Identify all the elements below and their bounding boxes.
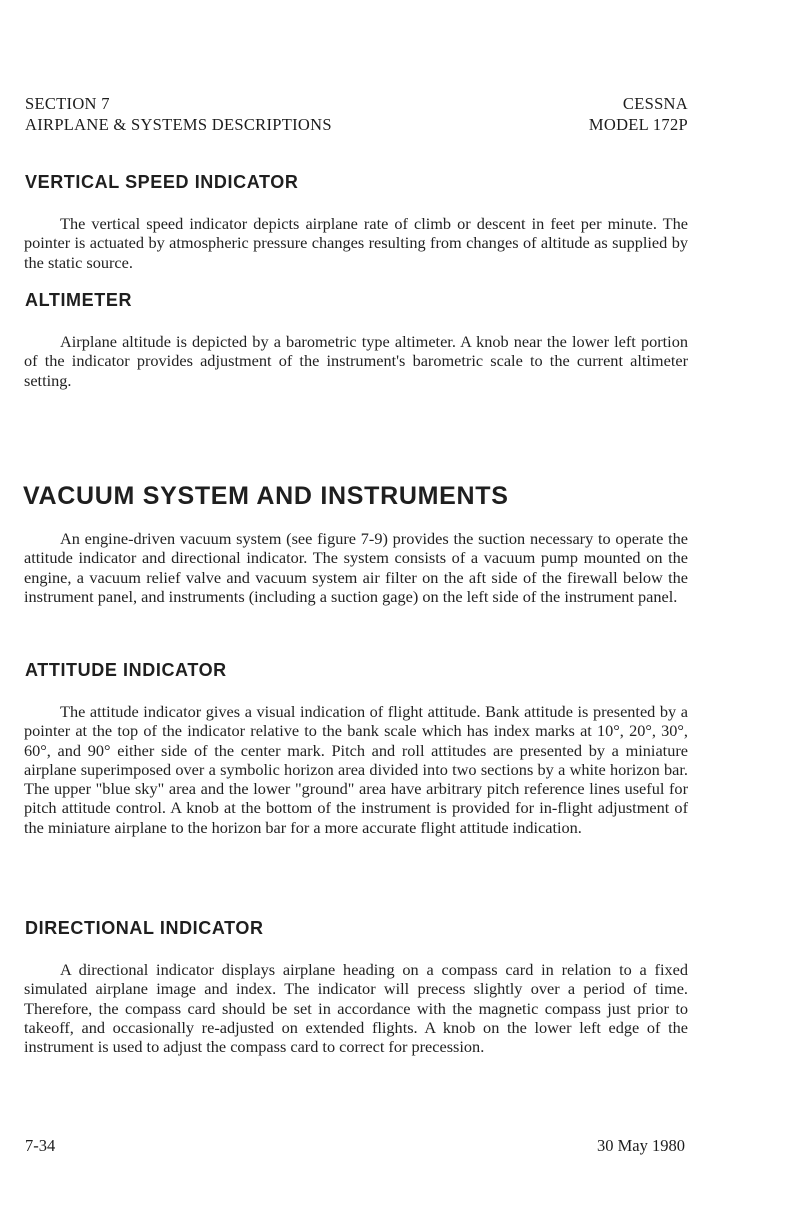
altimeter-paragraph: Airplane altitude is depicted by a barometric type altimeter. A knob near the lower left portion of the indicator provides adjustment of the instrument's barometric scale to the current altimeter setting. [24, 332, 688, 390]
page-number: 7-34 [25, 1136, 56, 1155]
attitude-paragraph: The attitude indicator gives a visual indication of flight attitude. Bank attitude is presented by a pointer at the top of the indicator relative to the bank scale which has index marks at 10°, 20°, 30°, 60°, and 90° either side of the center mark. Pitch and roll attitudes are presented by a miniature airplane superimposed over a symbolic horizon area divided into two sections by a white horizon bar. The upper "blue sky" area and the lower "ground" area have arbitrary pitch reference lines useful for pitch attitude control. A knob at the bottom of the instrument is provided for in-flight adjustment of the miniature airplane to the horizon bar for a more accurate flight attitude indication. [24, 702, 688, 837]
header-right [589, 93, 688, 135]
directional-paragraph: A directional indicator displays airplane heading on a compass card in relation to a fixed simulated airplane image and index. The indicator will precess slightly over a period of time. Therefore, the compass card should be set in accordance with the magnetic compass just prior to takeoff, and occasionally re-adjusted on extended flights. A knob on the lower left edge of the instrument is used to adjust the compass card to correct for precession. [24, 960, 688, 1057]
publication-date: 30 May 1980 [597, 1136, 685, 1155]
section-title: AIRPLANE & SYSTEMS DESCRIPTIONS [25, 115, 332, 134]
section-number: SECTION 7 [25, 94, 110, 113]
page-footer [25, 1136, 685, 1156]
vacuum-paragraph: An engine-driven vacuum system (see figure 7-9) provides the suction necessary to operate the attitude indicator and directional indicator. The system consists of a vacuum pump mounted on the engine, a vacuum relief valve and vacuum system air filter on the aft side of the firewall below the instrument panel, and instruments (including a suction gage) on the left side of the instrument panel. [24, 529, 688, 606]
vsi-paragraph: The vertical speed indicator depicts airplane rate of climb or descent in feet per minute. The pointer is actuated by atmospheric pressure changes resulting from changes of altitude as supplied by the static source. [24, 214, 688, 272]
altimeter-heading: ALTIMETER [25, 290, 133, 310]
manufacturer-name: CESSNA [622, 94, 688, 113]
directional-heading: DIRECTIONAL INDICATOR [25, 918, 264, 938]
vacuum-heading: VACUUM SYSTEM AND INSTRUMENTS [23, 482, 509, 510]
page-header [25, 93, 688, 135]
vsi-heading: VERTICAL SPEED INDICATOR [25, 172, 299, 192]
attitude-heading: ATTITUDE INDICATOR [25, 660, 227, 680]
header-left [25, 93, 332, 135]
model-name: MODEL 172P [588, 115, 688, 134]
